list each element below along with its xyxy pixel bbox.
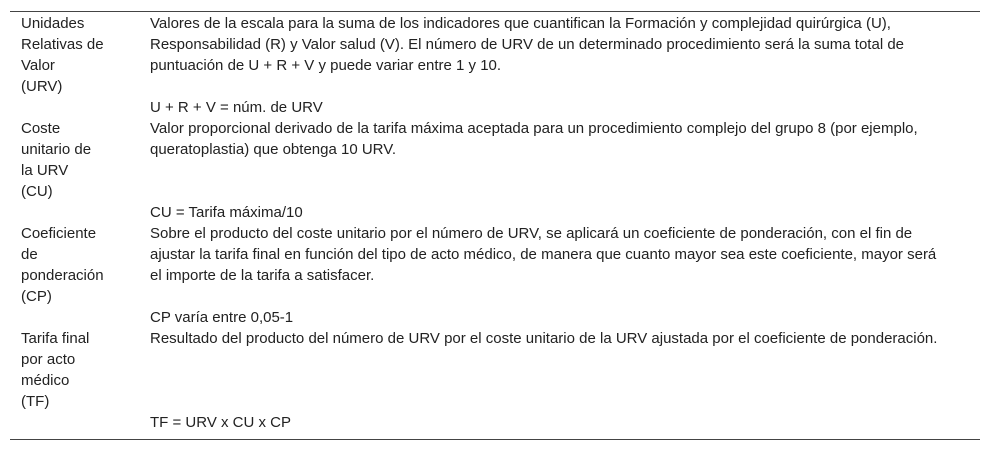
table-row-cp — [10, 223, 980, 328]
table-row-urv — [10, 12, 980, 118]
description-cell — [149, 223, 980, 328]
term-cell — [10, 328, 149, 439]
term-cell — [10, 223, 149, 328]
term-tf: Tarifa final por acto médico (TF) — [21, 330, 90, 410]
term-cp: Coeficiente de ponderación (CP) — [21, 225, 104, 305]
formula-cp: CP varía entre 0,05-1 — [150, 309, 294, 326]
formula-cu: CU = Tarifa máxima/10 — [150, 204, 303, 221]
description-cell — [149, 118, 980, 223]
definitions-table-body — [10, 12, 980, 439]
term-cell — [10, 12, 149, 118]
formula-urv: U + R + V = núm. de URV — [150, 99, 323, 116]
description-cell — [149, 12, 980, 118]
formula-tf: TF = URV x CU x CP — [150, 414, 291, 431]
description-cu: Valor proporcional derivado de la tarifa máxima aceptada para un procedimiento complejo del grupo 8 (por ejemplo, queratoplastia) que obtenga 10 URV. — [150, 120, 918, 158]
description-cp: Sobre el producto del coste unitario por el número de URV, se aplicará un coeficiente de ponderación, con el fin de ajustar la tarifa final en función del tipo de acto médico, de manera que cuanto mayor sea este coeficiente, mayor será el importe de la tarifa a satisfacer. — [150, 225, 937, 284]
description-urv: Valores de la escala para la suma de los indicadores que cuantifican la Formación y complejidad quirúrgica (U), Responsabilidad (R) y Valor salud (V). El número de URV de un determinado procedimiento será la suma total de puntuación de U + R + V y puede variar entre 1 y 10. — [150, 15, 904, 74]
term-cu: Coste unitario de la URV (CU) — [21, 120, 92, 200]
term-cell — [10, 118, 149, 223]
term-urv: Unidades Relativas de Valor (URV) — [21, 15, 104, 95]
definitions-table — [10, 11, 980, 440]
description-cell — [149, 328, 980, 439]
table-row-cu — [10, 118, 980, 223]
table-row-tf — [10, 328, 980, 439]
description-tf: Resultado del producto del número de URV por el coste unitario de la URV ajustada por el coeficiente de ponderación. — [150, 330, 938, 347]
